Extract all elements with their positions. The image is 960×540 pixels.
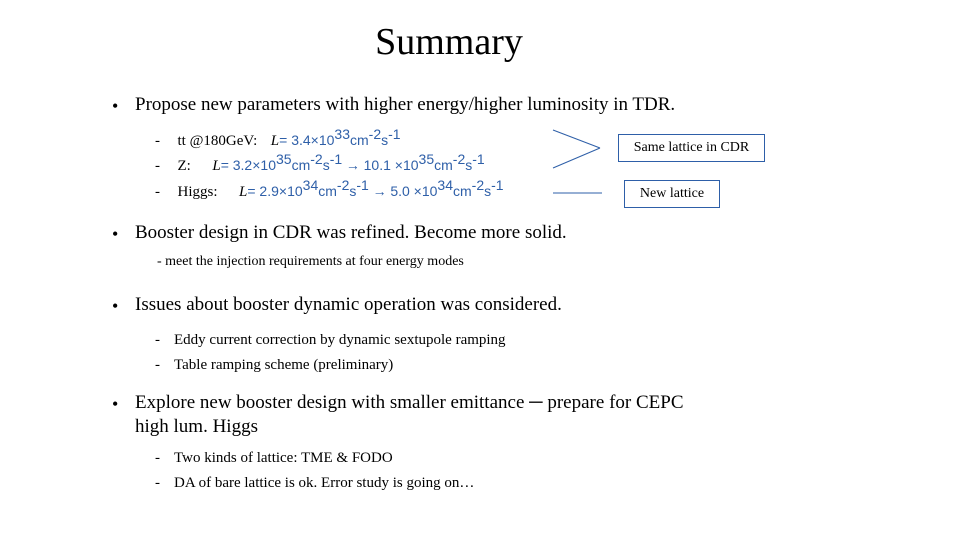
exponent-s: -1 xyxy=(491,177,504,193)
bullet-text-line1: Explore new booster design with smaller emittance xyxy=(135,392,525,413)
mode-label: Higgs: xyxy=(177,184,218,200)
page-title: Summary xyxy=(375,21,523,63)
list-item xyxy=(155,357,393,374)
dash: - xyxy=(155,475,160,491)
dash: - xyxy=(155,332,160,348)
list-item-text: Eddy current correction by dynamic sextupole ramping xyxy=(174,332,506,348)
bullet-text-line2: high lum. Higgs xyxy=(135,416,258,437)
bullet-text: Issues about booster dynamic operation was considered. xyxy=(135,294,562,315)
list-item xyxy=(155,332,506,349)
bullet-marker: • xyxy=(112,394,119,414)
luminosity-value: = 2.9 xyxy=(247,183,279,199)
dash: - xyxy=(155,133,160,149)
unit-s: s xyxy=(322,157,330,173)
unit-s: s xyxy=(484,183,492,199)
bullet-text xyxy=(135,392,684,414)
times-sign: × xyxy=(278,183,288,199)
exponent: 34 xyxy=(437,177,453,193)
unit-cm: cm xyxy=(434,157,453,173)
exponent: 35 xyxy=(275,151,292,167)
dash: - xyxy=(155,158,160,174)
power-base: 10 xyxy=(402,157,419,173)
exponent-cm: -2 xyxy=(452,151,466,167)
exponent: 33 xyxy=(334,126,350,142)
bullet-text: Booster design in CDR was refined. Become more solid. xyxy=(135,222,567,243)
bullet-marker: • xyxy=(112,296,119,316)
luminosity-symbol: L xyxy=(239,184,248,200)
luminosity-value-new: 5.0 × xyxy=(390,183,422,199)
unit-cm: cm xyxy=(350,132,369,148)
dash: - xyxy=(155,184,160,200)
list-item-text: Table ramping scheme (preliminary) xyxy=(174,357,394,373)
exponent: 34 xyxy=(302,177,319,193)
bullet-text: Propose new parameters with higher energy/higher luminosity in TDR. xyxy=(135,94,676,115)
mode-label: tt @180GeV: xyxy=(177,133,258,149)
exponent-cm: -2 xyxy=(471,177,485,193)
new-lattice-box: New lattice xyxy=(624,180,720,208)
unit-cm: cm xyxy=(453,183,472,199)
exponent-s: -1 xyxy=(388,126,401,142)
times-sign: × xyxy=(252,157,261,173)
exponent-s: -1 xyxy=(472,151,485,167)
exponent: 35 xyxy=(418,151,435,167)
unit-s: s xyxy=(381,132,389,148)
same-lattice-box: Same lattice in CDR xyxy=(618,134,765,162)
exponent-cm: -2 xyxy=(336,177,350,193)
luminosity-value: = 3.2 xyxy=(220,157,253,173)
mode-label: Z: xyxy=(177,158,191,174)
sub-item: - meet the injection requirements at four energy modes xyxy=(157,254,464,269)
exponent-cm: -2 xyxy=(368,126,382,142)
luminosity-symbol: L xyxy=(212,158,221,174)
luminosity-value: = 3.4 xyxy=(279,132,311,148)
list-item xyxy=(155,475,474,492)
bullet-marker: • xyxy=(112,224,119,244)
unit-cm: cm xyxy=(318,183,337,199)
bullet-text-after: prepare for CEPC xyxy=(547,392,684,413)
exponent-s: -1 xyxy=(329,151,343,167)
unit-cm: cm xyxy=(291,157,311,173)
list-item-text: DA of bare lattice is ok. Error study is going on… xyxy=(174,475,475,491)
luminosity-value-new: 10.1 × xyxy=(363,157,403,173)
power-base: 10 xyxy=(318,132,335,148)
power-base: 10 xyxy=(260,157,276,173)
power-base: 10 xyxy=(287,183,303,199)
bullet-marker: • xyxy=(112,96,119,116)
list-item-text: Two kinds of lattice: TME & FODO xyxy=(174,450,393,466)
luminosity-symbol: L xyxy=(270,133,280,149)
times-sign: × xyxy=(310,132,319,148)
exponent-cm: -2 xyxy=(310,151,323,167)
list-item xyxy=(155,450,393,467)
dash-separator: ─ xyxy=(529,392,543,413)
dash: - xyxy=(155,450,160,466)
unit-s: s xyxy=(349,183,357,199)
arrow-icon: → xyxy=(372,183,387,199)
connector-line-z xyxy=(553,148,600,168)
connector-line-tt xyxy=(553,130,600,148)
unit-s: s xyxy=(465,157,473,173)
power-base: 10 xyxy=(421,183,438,199)
exponent-s: -1 xyxy=(356,177,369,193)
arrow-icon: → xyxy=(345,157,360,173)
dash: - xyxy=(155,357,160,373)
